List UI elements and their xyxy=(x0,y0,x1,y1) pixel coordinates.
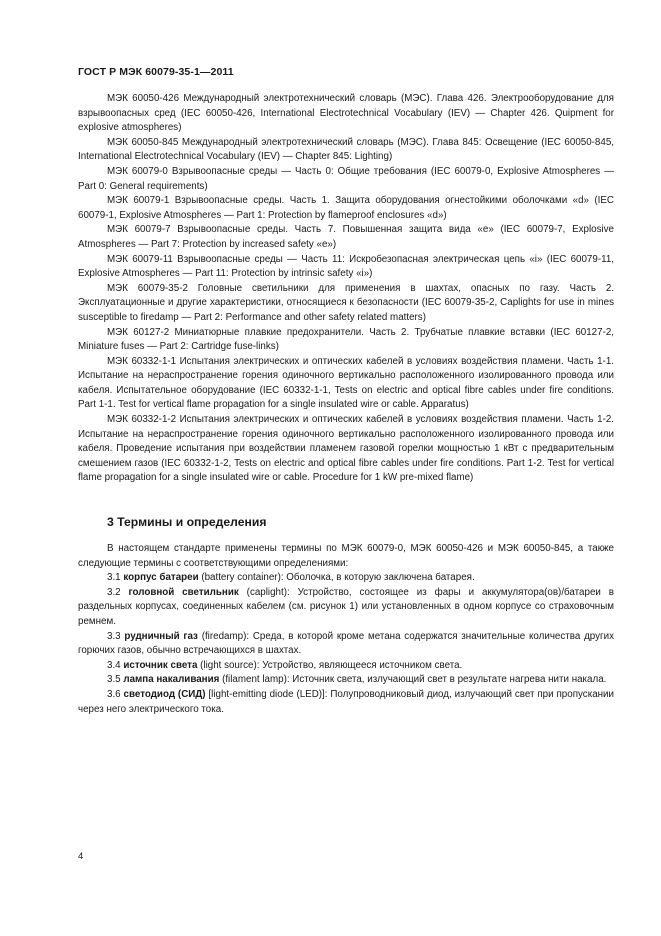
normative-references xyxy=(78,92,614,486)
term-number: 3.1 xyxy=(107,572,121,584)
section-intro: В настоящем стандарте применены термины по МЭК 60079-0, МЭК 60050-426 и МЭК 60050-845, а также следующие термины с соответствующими определениями: xyxy=(78,543,614,569)
term-definition xyxy=(78,659,614,674)
term-text: [light-emitting diode (LED)]: Полупроводниковый диод, излучающий свет при пропускании через него электрического тока. xyxy=(78,688,614,715)
term-name: рудничный газ xyxy=(124,630,198,642)
page-number: 4 xyxy=(78,851,84,862)
term-name: головной светильник xyxy=(128,586,239,598)
term-text: (firedamp): Среда, в которой кроме метана содержатся значительные количества других горючих газов, обычно встречающихся в шахтах. xyxy=(78,630,614,657)
term-number: 3.2 xyxy=(107,586,121,598)
term-text: (caplight): Устройство, состоящее из фары и аккумулятора(ов)/батареи в раздельных корпусах, соединенных кабелем (см. рисунок 1) или установленных в одном корпусе со страховочным ремнем. xyxy=(78,586,614,627)
reference-item: МЭК 60079-35-2 Головные светильники для применения в шахтах, опасных по газу. Часть 2. Эксплуатационные и другие характеристики, относящиеся к безопасности (IEC 60079-35-2, Caplights for use in mines susceptible to firedamp — Part 2: Performance and other safety related matters) xyxy=(78,282,614,323)
term-name: источник света xyxy=(123,659,198,671)
term-text: (battery container): Оболочка, в которую заключена батарея. xyxy=(198,572,475,584)
section-heading: 3 Термины и определения xyxy=(107,515,267,529)
reference-item: МЭК 60332-1-1 Испытания электрических и оптических кабелей в условиях воздействия пламени. Часть 1-1. Испытание на нераспространение горения одиночного вертикально расположенного изолированного провода или кабеля. Испытательное оборудование (IEC 60332-1-1, Tests on electric and optical fibre cables under fire conditions. Part 1-1. Test for vertical flame propagation for a single insulated wire or cable. Apparatus) xyxy=(78,355,614,411)
reference-item: МЭК 60079-1 Взрывоопасные среды. Часть 1. Защита оборудования огнестойкими оболочками «d» (IEC 60079-1, Explosive Atmospheres — Part 1: Protection by flameproof enclosures «d») xyxy=(78,195,614,221)
term-text: (filament lamp): Источник света, излучающий свет в результате нагрева нити накала. xyxy=(219,674,607,686)
term-number: 3.6 xyxy=(107,688,121,700)
reference-item: МЭК 60079-11 Взрывоопасные среды — Часть 11: Искробезопасная электрическая цепь «i» (IEC 60079-11, Explosive Atmospheres — Part 11: Protection by intrinsic safety «i») xyxy=(78,253,614,280)
reference-item: МЭК 60127-2 Миниатюрные плавкие предохранители. Часть 2. Трубчатые плавкие вставки (IEC 60127-2, Miniature fuses — Part 2: Cartridge fuse-links) xyxy=(78,326,614,353)
reference-item: МЭК 60332-1-2 Испытания электрических и оптических кабелей в условиях воздействия пламени. Часть 1-2. Испытание на нераспространение горения одиночного вертикально расположенного изолированного провода или кабеля. Проведение испытания при воздействии пламенем газовой горелки мощностью 1 кВт с предварительным смешением газов (IEC 60332-1-2, Tests on electric and optical fibre cables under fire conditions. Part 1-2. Test for vertical flame propagation for a single insulated wire or cable. Procedure for 1 kW pre-mixed flame) xyxy=(78,414,614,484)
reference-item: МЭК 60050-845 Международный электротехнический словарь (МЭС). Глава 845: Освещение (IEC 60050-845, International Electrotechnical Vocabulary (IEV) — Chapter 845: Lighting) xyxy=(78,136,614,163)
term-name: корпус батареи xyxy=(123,572,199,584)
term-text: (light source): Устройство, являющееся источником света. xyxy=(197,659,463,671)
term-definition xyxy=(78,586,614,630)
reference-item: МЭК 60079-0 Взрывоопасные среды — Часть 0: Общие требования (IEC 60079-0, Explosive Atmospheres — Part 0: General requirements) xyxy=(78,165,614,192)
reference-item: МЭК 60079-7 Взрывоопасные среды. Часть 7. Повышенная защита вида «е» (IEC 60079-7, Explosive Atmospheres — Part 7: Protection by increased safety «e») xyxy=(78,224,614,250)
term-definition xyxy=(78,688,614,717)
term-definition xyxy=(78,673,614,688)
document-code-header: ГОСТ Р МЭК 60079-35-1—2011 xyxy=(78,66,234,78)
term-number: 3.5 xyxy=(107,674,121,686)
term-number: 3.4 xyxy=(107,659,121,671)
reference-item: МЭК 60050-426 Международный электротехнический словарь (МЭС). Глава 426. Электрооборудование для взрывоопасных сред (IEC 60050-426, International Electrotechnical Vocabulary (IEV) — Chapter 426. Quipment for explosive atmospheres) xyxy=(78,93,614,134)
term-name: лампа накаливания xyxy=(123,674,220,686)
term-definition xyxy=(78,571,614,586)
term-definition xyxy=(78,630,614,659)
term-name: светодиод (СИД) xyxy=(123,688,206,700)
terms-and-definitions xyxy=(78,542,614,717)
term-number: 3.3 xyxy=(107,630,121,642)
